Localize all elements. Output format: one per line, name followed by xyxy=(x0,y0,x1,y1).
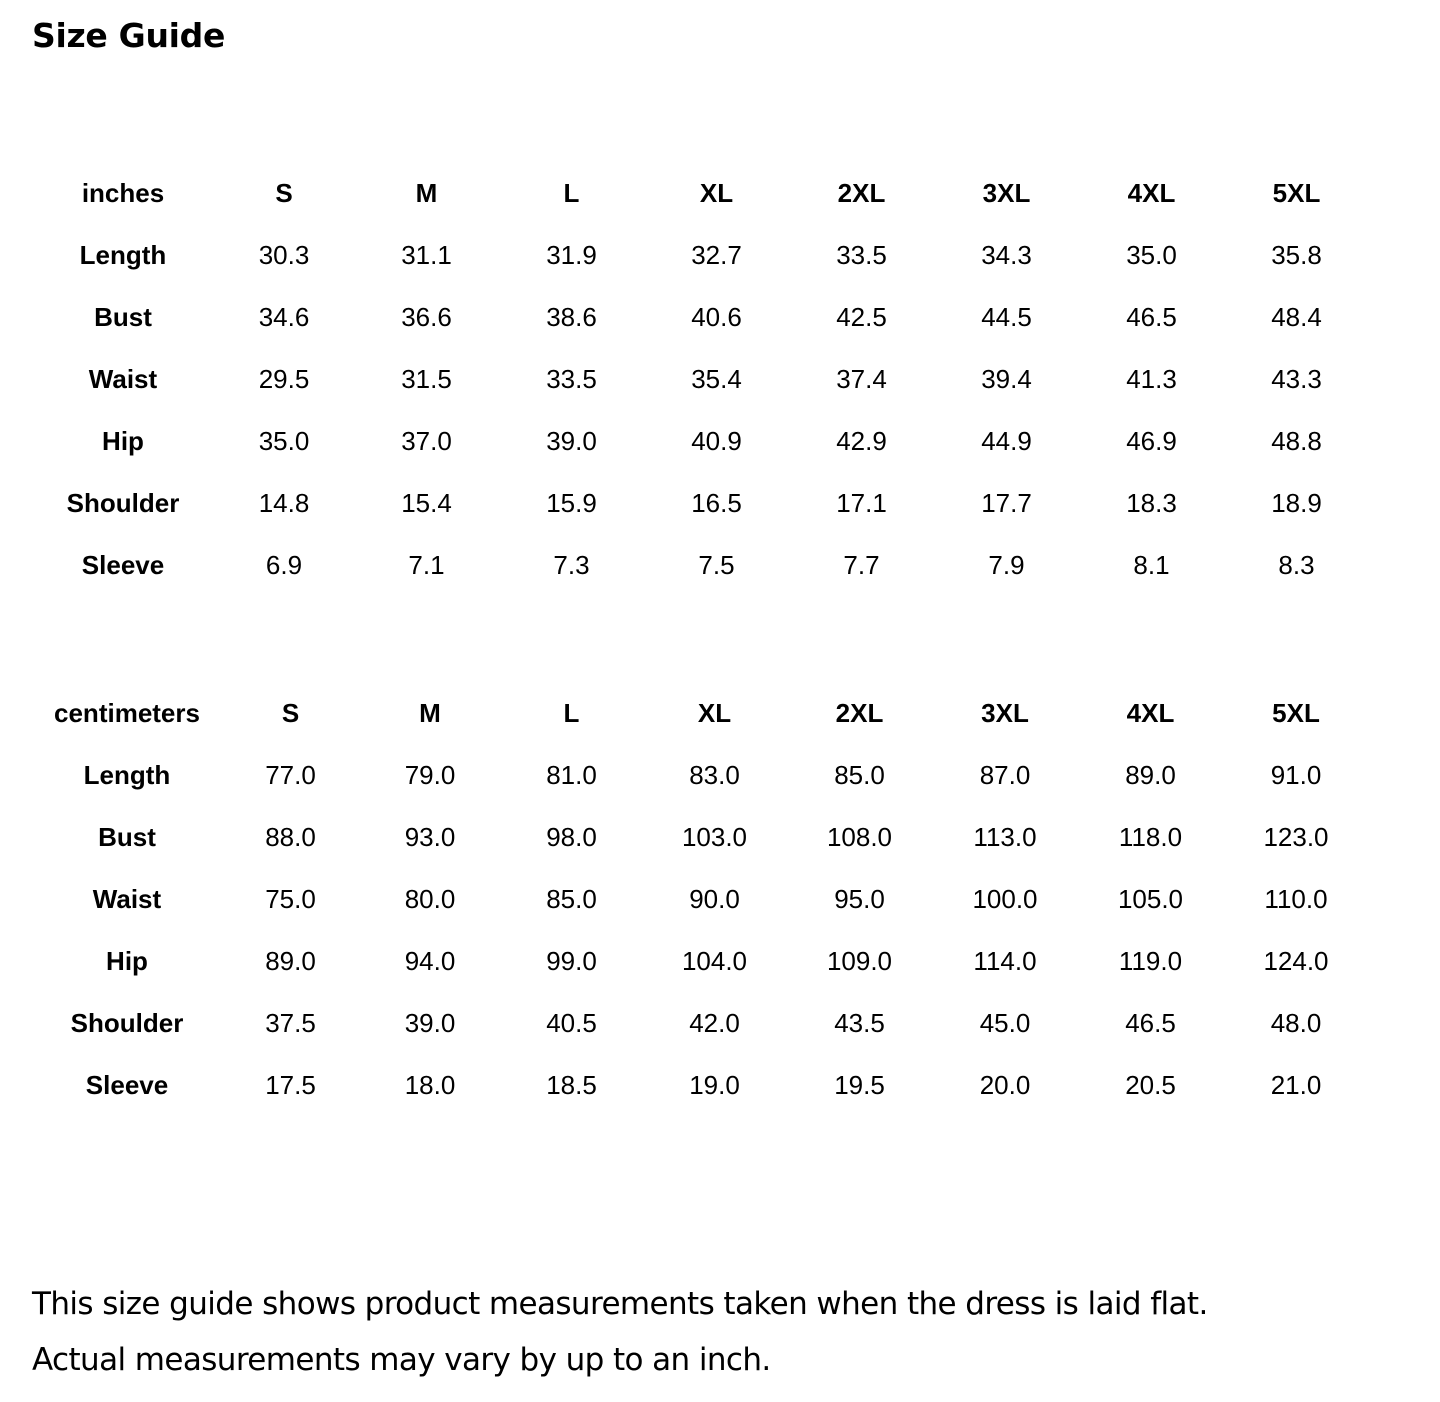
measurement-value: 19.5 xyxy=(834,1069,885,1100)
size-header: 2XL xyxy=(837,177,886,208)
measurement-value: 45.0 xyxy=(979,1007,1031,1038)
measurement-value: 6.9 xyxy=(265,549,303,580)
measurement-value: 7.5 xyxy=(698,549,735,580)
measurement-value: 31.9 xyxy=(546,239,597,270)
table-row xyxy=(32,472,1369,534)
measurement-value: 35.0 xyxy=(258,425,310,456)
measurement-value: 20.5 xyxy=(1125,1069,1176,1100)
size-header: M xyxy=(415,177,438,208)
measurement-value: 99.0 xyxy=(546,945,597,976)
measurement-value: 18.9 xyxy=(1271,487,1322,518)
table-row xyxy=(32,224,1369,286)
measurement-label: Shoulder xyxy=(70,1007,184,1038)
measurement-value: 39.4 xyxy=(981,363,1032,394)
centimeters-size-table xyxy=(32,682,1369,1116)
measurement-value: 108.0 xyxy=(826,821,893,852)
table-row xyxy=(32,744,1369,806)
table-row xyxy=(32,534,1369,596)
size-header: M xyxy=(419,697,441,728)
measurement-value: 19.0 xyxy=(689,1069,740,1100)
size-header: S xyxy=(281,697,300,728)
measurement-label: Sleeve xyxy=(85,1069,169,1100)
table-row xyxy=(32,1054,1369,1116)
measurement-value: 40.9 xyxy=(691,425,742,456)
measurement-value: 15.4 xyxy=(401,487,452,518)
measurement-value: 44.9 xyxy=(981,425,1032,456)
measurement-value: 33.5 xyxy=(546,363,597,394)
measurement-note xyxy=(32,1276,1412,1388)
measurement-value: 90.0 xyxy=(689,883,740,914)
measurement-note-line-2: Actual measurements may vary by up to an inch. xyxy=(32,1342,771,1378)
table-row xyxy=(32,868,1369,930)
size-header: L xyxy=(563,697,580,728)
table-row xyxy=(32,930,1369,992)
size-header: L xyxy=(563,177,580,208)
measurement-value: 100.0 xyxy=(972,883,1038,914)
measurement-value: 7.3 xyxy=(553,549,590,580)
measurement-value: 41.3 xyxy=(1126,363,1177,394)
measurement-value: 43.5 xyxy=(834,1007,885,1038)
measurement-value: 8.1 xyxy=(1133,549,1170,580)
measurement-label: Waist xyxy=(92,883,162,914)
measurement-value: 36.6 xyxy=(401,301,452,332)
measurement-label: Shoulder xyxy=(66,487,180,518)
size-header-row xyxy=(32,162,1369,224)
measurement-value: 75.0 xyxy=(265,883,316,914)
measurement-value: 34.3 xyxy=(981,239,1032,270)
measurement-value: 29.5 xyxy=(258,363,310,394)
measurement-value: 31.5 xyxy=(401,363,452,394)
measurement-value: 18.3 xyxy=(1126,487,1177,518)
measurement-value: 105.0 xyxy=(1117,883,1184,914)
measurement-value: 118.0 xyxy=(1118,821,1183,852)
size-header: XL xyxy=(697,697,732,728)
measurement-label: Hip xyxy=(102,425,144,456)
measurement-value: 15.9 xyxy=(546,487,597,518)
measurement-value: 80.0 xyxy=(404,883,456,914)
centimeters-table-body xyxy=(32,682,1369,1116)
measurement-value: 124.0 xyxy=(1263,945,1329,976)
measurement-value: 17.1 xyxy=(836,487,887,518)
measurement-value: 20.0 xyxy=(979,1069,1031,1100)
measurement-value: 79.0 xyxy=(404,759,456,790)
measurement-value: 37.5 xyxy=(265,1007,316,1038)
measurement-value: 21.0 xyxy=(1270,1069,1322,1100)
size-header: 4XL xyxy=(1126,697,1175,728)
measurement-value: 85.0 xyxy=(546,883,597,914)
measurement-value: 34.6 xyxy=(258,301,310,332)
measurement-value: 35.8 xyxy=(1271,239,1322,270)
measurement-value: 16.5 xyxy=(691,487,742,518)
size-header: 5XL xyxy=(1272,697,1320,728)
table-row xyxy=(32,286,1369,348)
measurement-value: 46.9 xyxy=(1126,425,1177,456)
measurement-value: 110.0 xyxy=(1264,883,1328,914)
measurement-value: 18.5 xyxy=(546,1069,597,1100)
measurement-value: 30.3 xyxy=(258,239,310,270)
measurement-value: 91.0 xyxy=(1270,759,1322,790)
measurement-value: 42.5 xyxy=(836,301,887,332)
measurement-value: 7.1 xyxy=(408,549,445,580)
measurement-value: 44.5 xyxy=(981,301,1032,332)
measurement-label: Waist xyxy=(88,363,158,394)
inches-size-table xyxy=(32,162,1369,596)
table-row xyxy=(32,348,1369,410)
size-header: 3XL xyxy=(982,177,1031,208)
measurement-value: 7.9 xyxy=(988,549,1025,580)
measurement-value: 113.0 xyxy=(973,821,1037,852)
measurement-value: 89.0 xyxy=(265,945,316,976)
measurement-value: 42.9 xyxy=(836,425,887,456)
measurement-value: 81.0 xyxy=(546,759,597,790)
measurement-value: 42.0 xyxy=(689,1007,740,1038)
measurement-value: 85.0 xyxy=(834,759,885,790)
measurement-value: 8.3 xyxy=(1278,549,1315,580)
measurement-value: 32.7 xyxy=(691,239,742,270)
measurement-value: 17.7 xyxy=(981,487,1032,518)
measurement-value: 33.5 xyxy=(836,239,887,270)
measurement-value: 77.0 xyxy=(265,759,316,790)
measurement-value: 89.0 xyxy=(1125,759,1176,790)
size-header: 3XL xyxy=(981,697,1029,728)
size-header-row xyxy=(32,682,1369,744)
measurement-value: 37.0 xyxy=(401,425,452,456)
measurement-value: 87.0 xyxy=(979,759,1031,790)
measurement-label: Sleeve xyxy=(81,549,165,580)
measurement-label: Bust xyxy=(94,301,152,332)
measurement-value: 38.6 xyxy=(546,301,597,332)
unit-label: inches xyxy=(81,177,165,208)
measurement-value: 123.0 xyxy=(1263,821,1329,852)
measurement-value: 14.8 xyxy=(258,487,310,518)
measurement-value: 94.0 xyxy=(404,945,456,976)
measurement-value: 46.5 xyxy=(1125,1007,1176,1038)
measurement-value: 103.0 xyxy=(681,821,748,852)
table-row xyxy=(32,992,1369,1054)
measurement-value: 48.0 xyxy=(1270,1007,1322,1038)
measurement-value: 40.6 xyxy=(691,301,742,332)
table-row xyxy=(32,806,1369,868)
measurement-value: 39.0 xyxy=(404,1007,456,1038)
measurement-value: 119.0 xyxy=(1118,945,1183,976)
unit-label: centimeters xyxy=(54,697,200,728)
inches-table-body xyxy=(32,162,1369,596)
measurement-value: 93.0 xyxy=(404,821,456,852)
measurement-value: 109.0 xyxy=(826,945,893,976)
measurement-value: 48.8 xyxy=(1271,425,1322,456)
measurement-value: 35.0 xyxy=(1126,239,1177,270)
measurement-value: 88.0 xyxy=(265,821,316,852)
measurement-value: 31.1 xyxy=(401,239,452,270)
measurement-value: 46.5 xyxy=(1126,301,1177,332)
table-row xyxy=(32,410,1369,472)
measurement-value: 39.0 xyxy=(546,425,597,456)
size-header: XL xyxy=(699,177,734,208)
measurement-value: 37.4 xyxy=(836,363,887,394)
measurement-note-line-1: This size guide shows product measurements taken when the dress is laid flat. xyxy=(32,1286,1208,1322)
measurement-label: Length xyxy=(83,759,171,790)
size-header: S xyxy=(275,177,293,208)
measurement-value: 95.0 xyxy=(834,883,885,914)
measurement-value: 43.3 xyxy=(1271,363,1322,394)
measurement-value: 98.0 xyxy=(546,821,597,852)
measurement-value: 48.4 xyxy=(1271,301,1322,332)
measurement-value: 83.0 xyxy=(689,759,740,790)
measurement-label: Length xyxy=(79,239,167,270)
measurement-label: Hip xyxy=(106,945,148,976)
measurement-value: 7.7 xyxy=(843,549,880,580)
measurement-value: 18.0 xyxy=(404,1069,456,1100)
size-header: 5XL xyxy=(1272,177,1321,208)
size-header: 2XL xyxy=(835,697,884,728)
page-title: Size Guide xyxy=(32,16,226,55)
measurement-value: 114.0 xyxy=(973,945,1037,976)
measurement-value: 17.5 xyxy=(265,1069,316,1100)
size-header: 4XL xyxy=(1127,177,1176,208)
measurement-value: 40.5 xyxy=(546,1007,597,1038)
measurement-value: 104.0 xyxy=(681,945,748,976)
measurement-label: Bust xyxy=(98,821,156,852)
measurement-value: 35.4 xyxy=(691,363,742,394)
